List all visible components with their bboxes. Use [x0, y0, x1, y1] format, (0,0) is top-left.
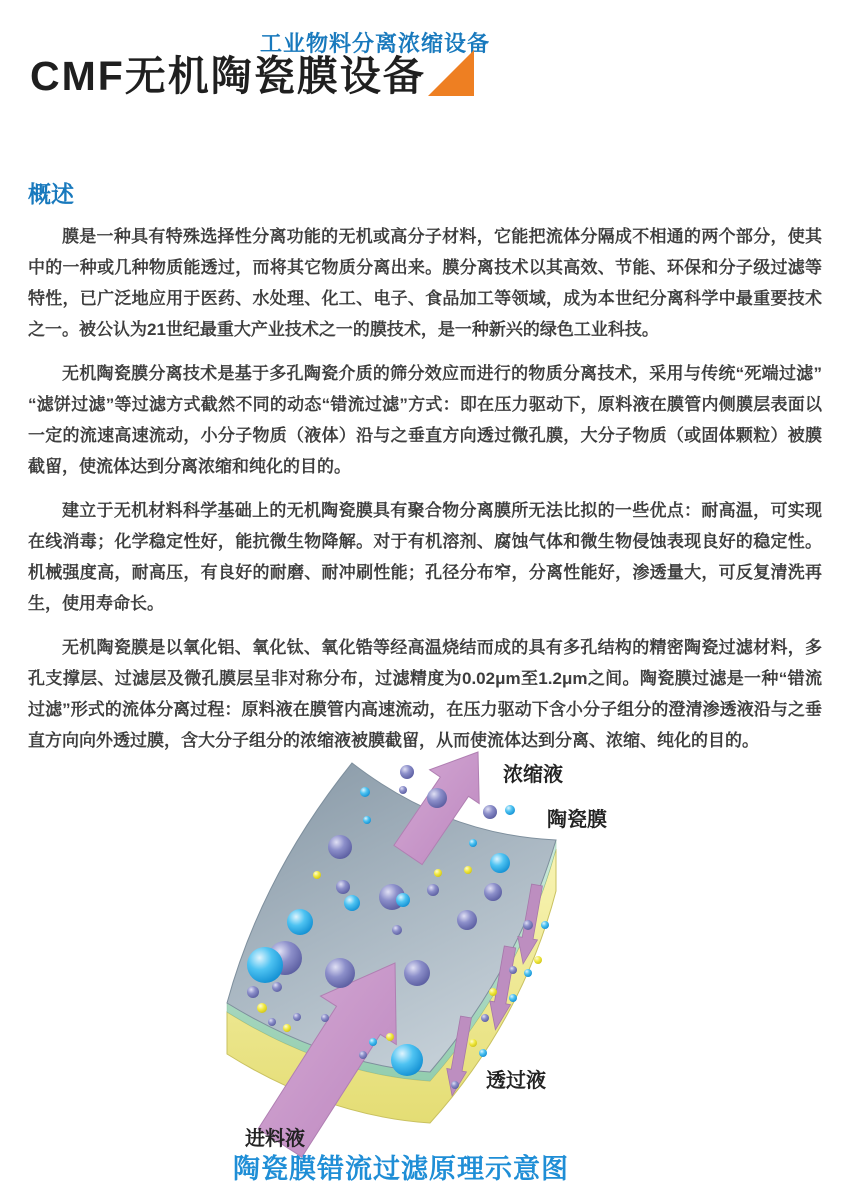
section-heading-overview: 概述 [28, 181, 74, 207]
paragraph-3: 建立于无机材料科学基础上的无机陶瓷膜具有聚合物分离膜所无法比拟的一些优点：耐高温，可实现在线消毒；化学稳定性好，能抗微生物降解。对于有机溶剂、腐蚀气体和微生物侵蚀表现良好的稳定性。机械强度高，耐高压，有良好的耐磨、耐冲刷性能；孔径分布窄，分离性能好，渗透量大，可反复清洗再生，使用寿命长。 [28, 501, 822, 613]
diagram-caption: 陶瓷膜错流过滤原理示意图 [233, 1154, 569, 1184]
label-membrane: 陶瓷膜 [547, 809, 607, 831]
paragraph-1: 膜是一种具有特殊选择性分离功能的无机或高分子材料，它能把流体分隔成不相通的两个部分，使其中的一种或几种物质能透过，而将其它物质分离出来。膜分离技术以其高效、节能、环保和分子级过滤等特性，已广泛地应用于医药、水处理、化工、电子、食品加工等领域，成为本世纪分离科学中最重要技术之一。被公认为21世纪最重大产业技术之一的膜技术，是一种新兴的绿色工业科技。 [28, 227, 822, 339]
label-feed: 进料液 [245, 1128, 305, 1150]
paragraph-4: 无机陶瓷膜是以氧化铝、氧化钛、氧化锆等经高温烧结而成的具有多孔结构的精密陶瓷过滤材料，多孔支撑层、过滤层及微孔膜层呈非对称分布，过滤精度为0.02μm至1.2μm之间。陶瓷膜过滤是一种“错流过滤”形式的流体分离过程：原料液在膜管内高速流动，在压力驱动下含小分子组分的澄清渗透液沿与之垂直方向向外透过膜，含大分子组分的浓缩液被膜截留，从而使流体达到分离、浓缩、纯化的目的。 [28, 638, 822, 750]
paragraph-2: 无机陶瓷膜分离技术是基于多孔陶瓷介质的筛分效应而进行的物质分离技术，采用与传统“死端过滤” “滤饼过滤”等过滤方式截然不同的动态“错流过滤”方式：即在压力驱动下，原料液在膜管内侧膜层表面以一定的流速高速流动，小分子物质（液体）沿与之垂直方向透过微孔膜，大分子物质（或固体颗粒）被膜截留，使流体达到分离浓缩和纯化的目的。 [28, 364, 822, 476]
label-permeate: 透过液 [486, 1070, 546, 1092]
crossflow-filtration-diagram [190, 735, 670, 1165]
orange-triangle-icon [428, 50, 474, 96]
page-subtitle: 工业物料分离浓缩设备 [259, 31, 490, 56]
title-row [30, 50, 474, 102]
label-concentrate: 浓缩液 [503, 764, 563, 786]
page-title: CMF无机陶瓷膜设备 [30, 52, 426, 99]
overview-body [28, 221, 822, 769]
